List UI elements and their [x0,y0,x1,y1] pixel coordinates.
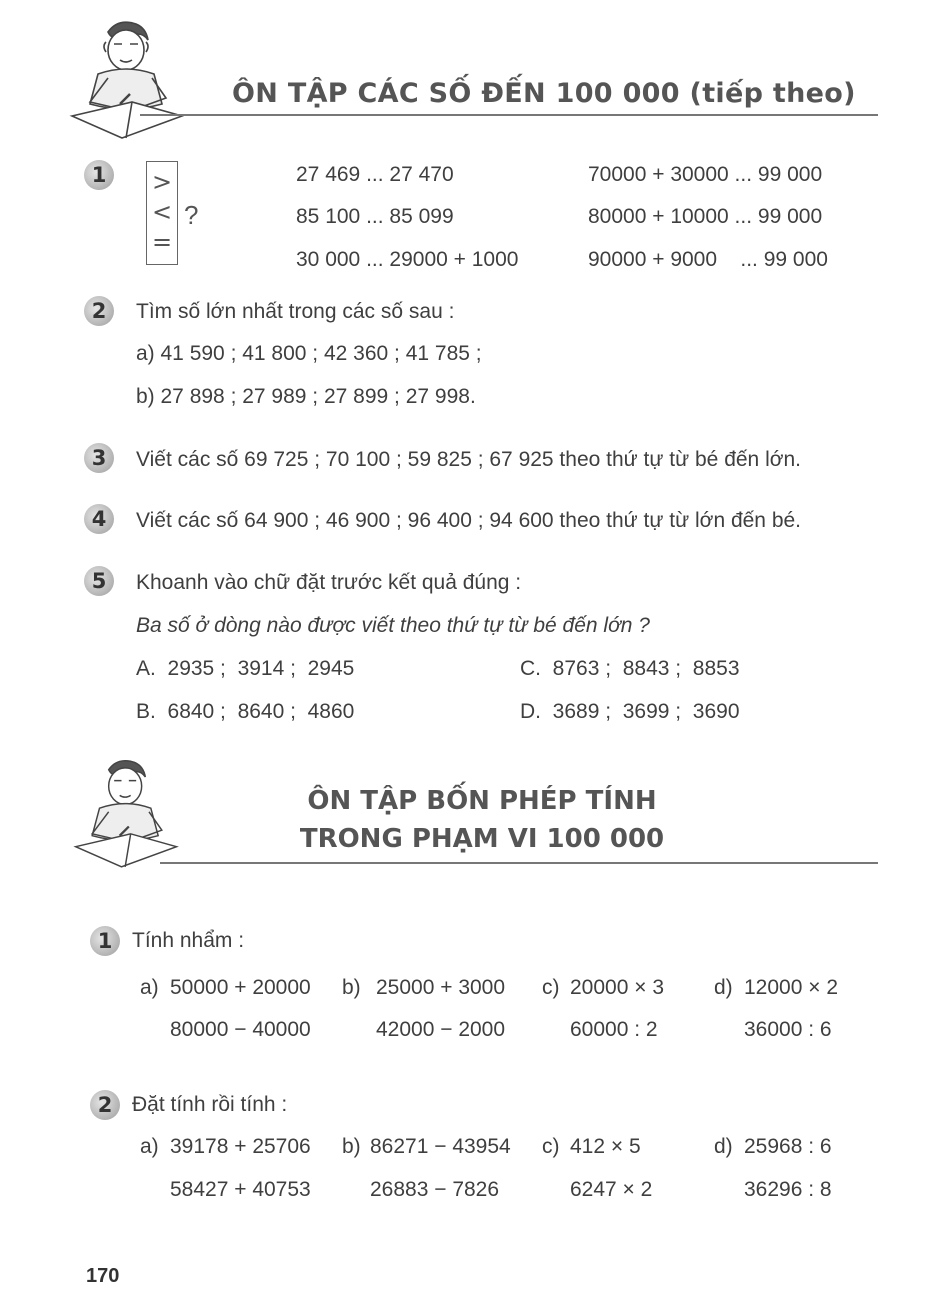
label-d: d) [714,1135,733,1158]
label-a: a) [140,1135,159,1158]
calc-b-2: 26883 − 7826 [370,1178,500,1201]
exercise-number-badge: 2 [84,296,114,326]
compare-left-3: 30 000 ... 29000 + 1000 [296,248,519,271]
section-title-line-2: TRONG PHẠM VI 100 000 [299,824,665,854]
calc-b-1: 25000 + 3000 [376,976,506,999]
exercise-prompt: Khoanh vào chữ đặt trước kết quả đúng : [136,571,522,594]
calc-a-1: 39178 + 25706 [170,1135,311,1158]
compare-left-2: 85 100 ... 85 099 [296,205,454,228]
calc-c-2: 60000 : 2 [570,1018,658,1041]
exercise-prompt: Tính nhẩm : [132,929,245,952]
title-underline [140,114,878,116]
page-number: 170 [86,1265,120,1287]
calc-c-1: 412 × 5 [570,1135,641,1158]
label-b: b) [342,1135,361,1158]
calc-d-2: 36296 : 8 [744,1178,832,1201]
section-title-review-numbers: ÔN TẬP CÁC SỐ ĐẾN 100 000 (tiếp theo) [232,78,856,109]
exercise-text: Viết các số 64 900 ; 46 900 ; 96 400 ; 94 600 theo thứ tự từ lớn đến bé. [136,509,802,532]
greater-than-sign: > [151,168,173,196]
calc-d-2: 36000 : 6 [744,1018,832,1041]
exercise-question: Ba số ở dòng nào được viết theo thứ tự từ bé đến lớn ? [136,614,650,637]
calc-b-1: 86271 − 43954 [370,1135,511,1158]
calc-b-2: 42000 − 2000 [376,1018,506,1041]
title-underline [160,862,878,864]
label-c: c) [542,1135,560,1158]
equals-sign: = [151,228,173,256]
calc-d-1: 25968 : 6 [744,1135,832,1158]
calc-a-1: 50000 + 20000 [170,976,311,999]
label-c: c) [542,976,560,999]
calc-d-1: 12000 × 2 [744,976,839,999]
exercise-prompt: Tìm số lớn nhất trong các số sau : [136,300,455,323]
exercise-number-badge: 1 [90,926,120,956]
boy-writing-illustration [68,12,188,152]
label-a: a) [140,976,159,999]
option-d: D. 3689 ; 3699 ; 3690 [520,700,740,723]
exercise-item-b: b) 27 898 ; 27 989 ; 27 899 ; 27 998. [136,385,476,408]
section-title-line-1: ÔN TẬP BỐN PHÉP TÍNH [307,786,657,816]
option-c: C. 8763 ; 8843 ; 8853 [520,657,740,680]
label-d: d) [714,976,733,999]
calc-a-2: 58427 + 40753 [170,1178,311,1201]
compare-left-1: 27 469 ... 27 470 [296,163,454,186]
compare-right-3: 90000 + 9000 ... 99 000 [588,248,828,271]
comparison-signs-box [146,161,178,265]
exercise-item-a: a) 41 590 ; 41 800 ; 42 360 ; 41 785 ; [136,342,482,365]
exercise-number-badge: 1 [84,160,114,190]
calc-c-1: 20000 × 3 [570,976,665,999]
option-b: B. 6840 ; 8640 ; 4860 [136,700,355,723]
label-b: b) [342,976,361,999]
exercise-number-badge: 4 [84,504,114,534]
option-a: A. 2935 ; 3914 ; 2945 [136,657,355,680]
exercise-text: Viết các số 69 725 ; 70 100 ; 59 825 ; 67 925 theo thứ tự từ bé đến lớn. [136,448,802,471]
exercise-prompt: Đặt tính rồi tính : [132,1093,288,1116]
compare-right-1: 70000 + 30000 ... 99 000 [588,163,823,186]
calc-c-2: 6247 × 2 [570,1178,653,1201]
less-than-sign: < [151,198,173,226]
compare-right-2: 80000 + 10000 ... 99 000 [588,205,823,228]
exercise-number-badge: 2 [90,1090,120,1120]
question-mark: ? [184,200,199,230]
calc-a-2: 80000 − 40000 [170,1018,311,1041]
exercise-number-badge: 3 [84,443,114,473]
exercise-number-badge: 5 [84,566,114,596]
